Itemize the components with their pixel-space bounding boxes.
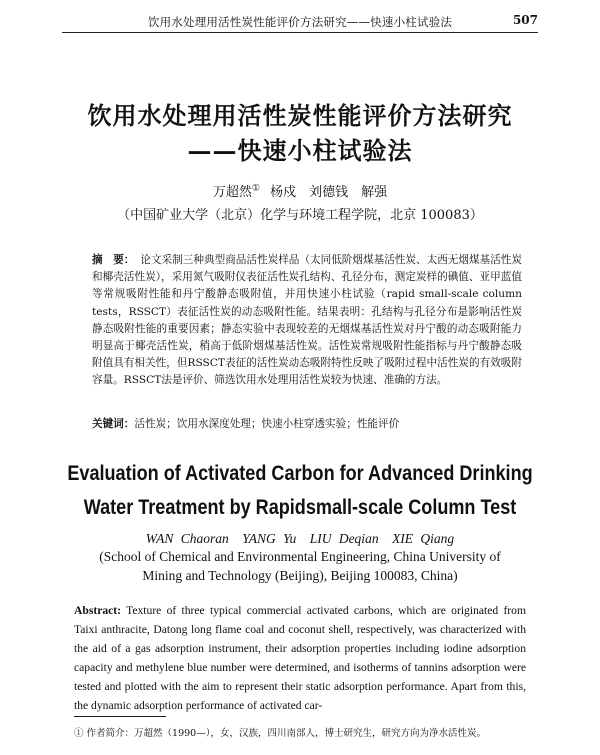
english-authors: WAN Chaoran YANG Yu LIU Deqian XIE Qiang — [145, 531, 455, 546]
footnote-marker: ① — [251, 183, 260, 194]
page-number: 507 — [512, 13, 538, 27]
footnote-rule — [74, 716, 166, 717]
english-affiliation-line-2: Mining and Technology (Beijing), Beijing 100083, China) — [142, 568, 458, 583]
english-abstract-text: Texture of three typical commercial activated carbons, which are originated from Taixi anthracite, Datong long flame coal and coconut shell, respectively, was characterized with the aid of a gas adsorption instrument, their adsorption properties including iodine adsorption capacity and methylene blue number were determined, and isotherms of tannins adsorption were tested and plotted with the aim to represent their static adsorption performance. Apart from this, the dynamic adsorption performance of activated car- — [74, 604, 526, 713]
english-affiliation-line-1: (School of Chemical and Environmental Engineering, China University of — [99, 549, 501, 564]
chinese-subtitle: ——快速小柱试验法 — [187, 136, 413, 165]
english-title-line-1: Evaluation of Activated Carbon for Advanced Drinking — [67, 462, 533, 485]
running-header — [62, 10, 538, 33]
english-abstract — [74, 601, 526, 716]
other-authors: 杨戍 刘德钱 解强 — [270, 185, 388, 200]
chinese-abstract-label: 摘 要： — [92, 254, 135, 266]
chinese-keywords — [92, 416, 522, 431]
chinese-title: 饮用水处理用活性炭性能评价方法研究 — [87, 101, 513, 130]
chinese-abstract-text: 论文采制三种典型商品活性炭样品（太同低阶烟煤基活性炭、太西无烟煤基活性炭和椰壳活性炭），采用氮气吸附仪表征活性炭孔结构、孔径分布，测定炭样的碘值、亚甲蓝值等常规吸附性能和丹宁酸静态吸附值，并用快速小柱试验（rapid small-scale column tests，RSSCT）表征活性炭的动态吸附性能。结果表明：孔结构与孔径分布是影响活性炭静态吸附性能的重要因素；静态实验中表现较差的无烟煤基活性炭对丹宁酸的动态吸附能力明显高于椰壳活性炭，稍高于低阶烟煤基活性炭。活性炭常规吸附性能指标与丹宁酸静态吸附值具有相关性，但RSSCT表征的活性炭动态吸附特性反映了吸附过程中活性炭的有效吸附容量。RSSCT法是评价、筛选饮用水处理用活性炭较为快速、准确的方法。 — [92, 254, 523, 387]
chinese-keywords-label: 关键词： — [92, 418, 135, 430]
english-abstract-label: Abstract: — [74, 604, 122, 617]
english-title-line-2: Water Treatment by Rapidsmall-scale Column Test — [83, 496, 517, 519]
chinese-keywords-text: 活性炭；饮用水深度处理；快速小柱穿透实验；性能评价 — [134, 418, 400, 430]
running-title: 饮用水处理用活性炭性能评价方法研究——快速小柱试验法 — [147, 15, 453, 29]
chinese-authors — [0, 181, 600, 200]
english-affiliation — [60, 547, 540, 585]
author-footnote: ① 作者简介：万超然（1990—），女，汉族，四川南部人，博士研究生，研究方向为净水活性炭。 — [74, 728, 486, 739]
chinese-abstract — [92, 252, 522, 390]
first-author: 万超然 — [212, 185, 252, 200]
chinese-affiliation: （中国矿业大学（北京）化学与环境工程学院，北京 100083） — [117, 208, 483, 223]
